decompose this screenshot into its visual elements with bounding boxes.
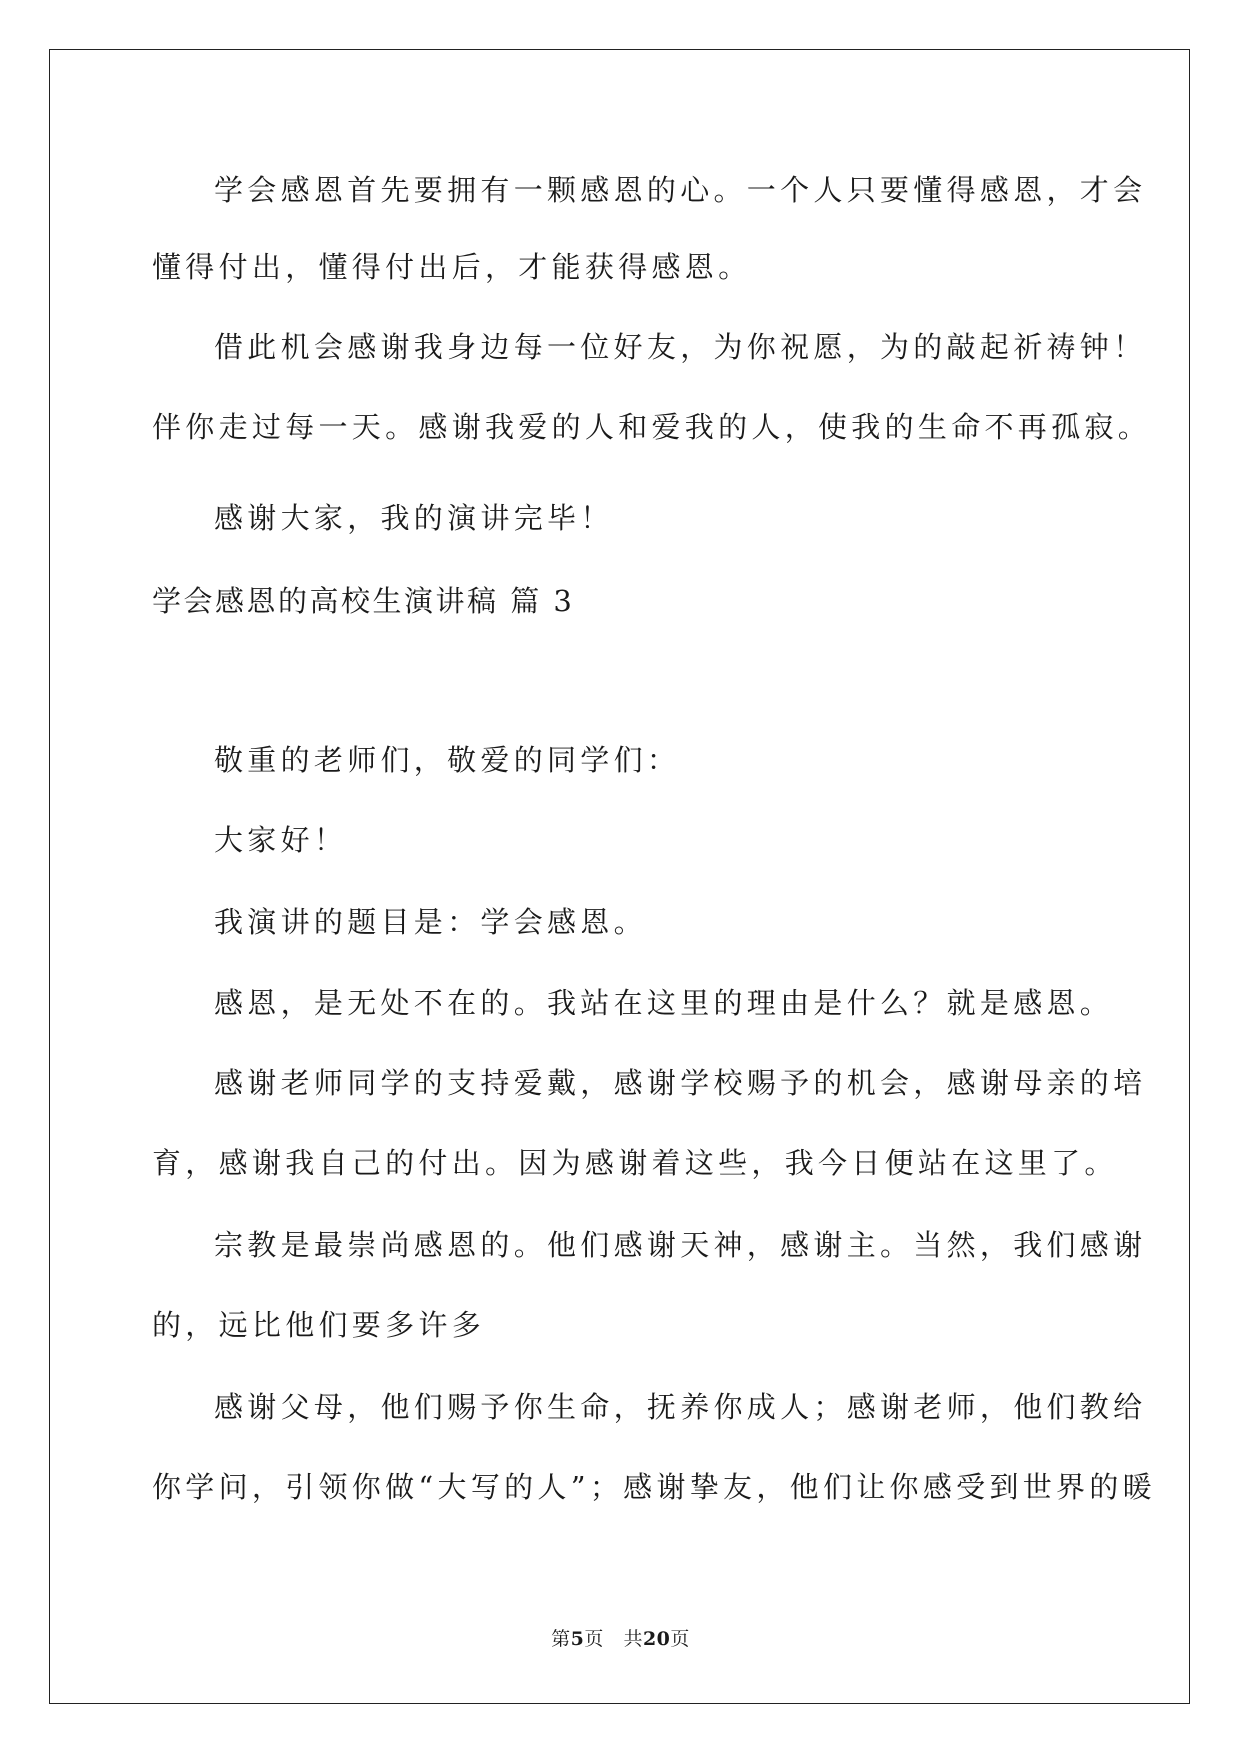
paragraph-7-line-1: 感谢父母，他们赐予你生命，抚养你成人；感谢老师，他们教给 bbox=[214, 1390, 1147, 1424]
greeting: 敬重的老师们，敬爱的同学们： bbox=[214, 743, 681, 777]
hello: 大家好！ bbox=[214, 823, 348, 857]
current-page-number: 5 bbox=[570, 1628, 585, 1650]
paragraph-3: 感谢大家，我的演讲完毕！ bbox=[214, 501, 614, 535]
paragraph-1-line-1: 学会感恩首先要拥有一颗感恩的心。一个人只要懂得感恩，才会 bbox=[214, 173, 1147, 207]
footer-prefix: 第 bbox=[551, 1628, 571, 1650]
paragraph-6-line-1: 宗教是最崇尚感恩的。他们感谢天神，感谢主。当然，我们感谢 bbox=[214, 1228, 1147, 1262]
topic: 我演讲的题目是：学会感恩。 bbox=[214, 905, 647, 939]
paragraph-7-line-2: 你学问，引领你做“大写的人”；感谢挚友，他们让你感受到世界的暖 bbox=[152, 1470, 1156, 1504]
paragraph-5-line-1: 感谢老师同学的支持爱戴，感谢学校赐予的机会，感谢母亲的培 bbox=[214, 1066, 1147, 1100]
paragraph-4: 感恩，是无处不在的。我站在这里的理由是什么？就是感恩。 bbox=[214, 986, 1114, 1020]
paragraph-1-line-2: 懂得付出，懂得付出后，才能获得感恩。 bbox=[152, 250, 752, 284]
paragraph-5-line-2: 育，感谢我自己的付出。因为感谢着这些，我今日便站在这里了。 bbox=[152, 1146, 1118, 1180]
total-page-number: 20 bbox=[642, 1628, 671, 1650]
footer-mid: 页 共 bbox=[584, 1628, 643, 1650]
paragraph-2-line-1: 借此机会感谢我身边每一位好友，为你祝愿，为的敲起祈祷钟！ bbox=[214, 330, 1147, 364]
section-title: 学会感恩的高校生演讲稿 篇 3 bbox=[152, 584, 575, 618]
paragraph-2-line-2: 伴你走过每一天。感谢我爱的人和爱我的人，使我的生命不再孤寂。 bbox=[152, 410, 1152, 444]
footer-suffix: 页 bbox=[670, 1628, 690, 1650]
paragraph-6-line-2: 的，远比他们要多许多 bbox=[152, 1308, 486, 1342]
page-frame bbox=[49, 49, 1190, 1704]
page-footer bbox=[0, 1627, 1241, 1651]
